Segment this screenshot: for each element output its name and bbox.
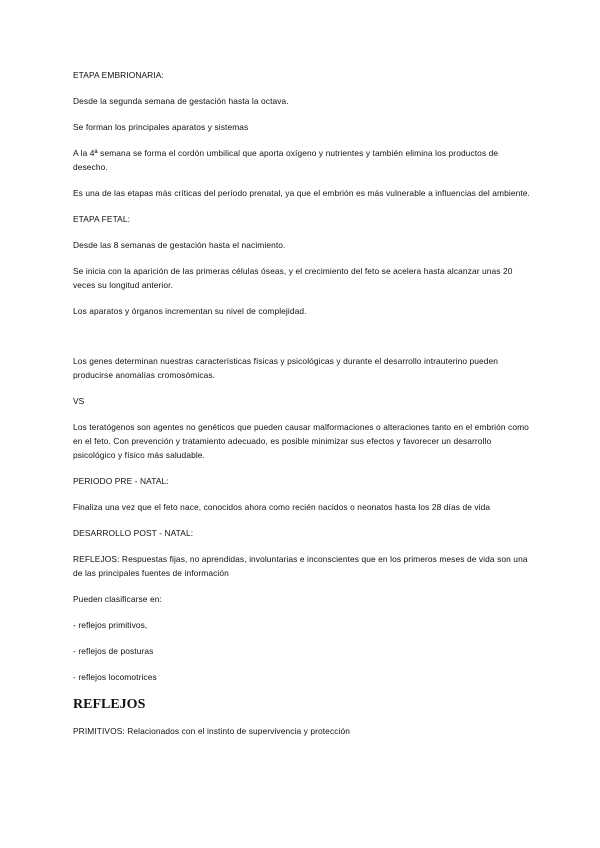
- paragraph: REFLEJOS: Respuestas fijas, no aprendidas, involuntarias e inconscientes que en los primeros meses de vida son una de las principales fuentes de información: [73, 554, 528, 578]
- vs-label: VS: [73, 396, 85, 406]
- heading-reflejos: REFLEJOS: [73, 697, 146, 712]
- paragraph: Finaliza una vez que el feto nace, conocidos ahora como recién nacidos o neonatos hasta los 28 días de vida: [73, 502, 491, 512]
- paragraph: Se forman los principales aparatos y sistemas: [73, 122, 249, 132]
- list-item: - reflejos de posturas: [73, 646, 154, 656]
- section-title-fetal: ETAPA FETAL:: [73, 214, 131, 224]
- section-title-postnatal: DESARROLLO POST - NATAL:: [73, 528, 194, 538]
- blank-space: [73, 330, 531, 354]
- paragraph: Se inicia con la aparición de las primeras células óseas, y el crecimiento del feto se acelera hasta alcanzar unas 20 veces su longitud anterior.: [73, 266, 513, 290]
- paragraph: Desde las 8 semanas de gestación hasta el nacimiento.: [73, 240, 286, 250]
- paragraph: Los genes determinan nuestras características físicas y psicológicas y durante el desarrollo intrauterino pueden producirse anomalías cromosómicas.: [73, 356, 499, 380]
- paragraph: Desde la segunda semana de gestación hasta la octava.: [73, 96, 289, 106]
- section-title-embrionaria: ETAPA EMBRIONARIA:: [73, 70, 164, 80]
- paragraph: Los aparatos y órganos incrementan su nivel de complejidad.: [73, 306, 307, 316]
- paragraph: Los teratógenos son agentes no genéticos que pueden causar malformaciones o alteraciones tanto en el embrión como en el feto. Con prevención y tratamiento adecuado, es posible minimizar sus efectos y favorecer un desarrollo psicológico y físico más saludable.: [73, 422, 529, 460]
- list-item: - reflejos primitivos,: [73, 620, 148, 630]
- paragraph: A la 4ª semana se forma el cordón umbilical que aporta oxígeno y nutrientes y también elimina los productos de desecho.: [73, 148, 499, 172]
- section-title-prenatal: PERIODO PRE - NATAL:: [73, 476, 169, 486]
- document-body: [73, 68, 531, 750]
- paragraph: Pueden clasificarse en:: [73, 594, 162, 604]
- list-item: - reflejos locomotrices: [73, 672, 157, 682]
- paragraph: Es una de las etapas más críticas del período prenatal, ya que el embrión es más vulnerable a influencias del ambiente.: [73, 188, 530, 198]
- paragraph: PRIMITIVOS: Relacionados con el instinto de supervivencia y protección: [73, 726, 350, 736]
